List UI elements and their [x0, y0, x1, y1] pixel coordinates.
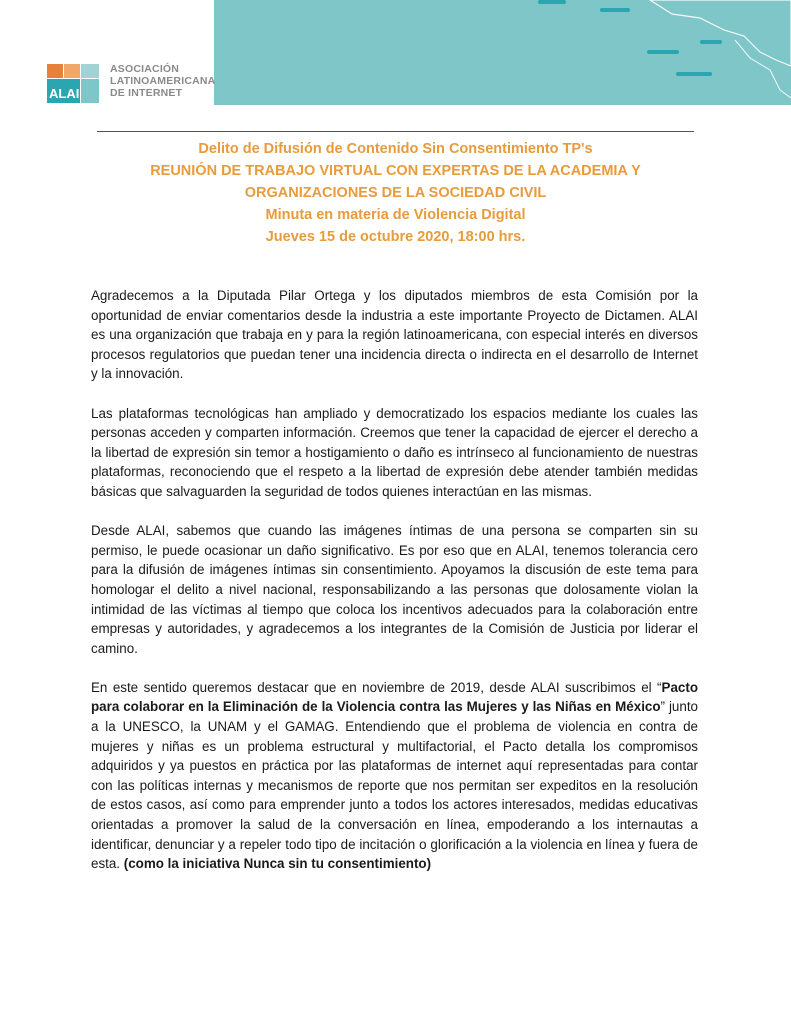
header-band — [0, 0, 791, 105]
paragraph-text: ” junto a la UNESCO, la UNAM y el GAMAG. Entendiendo que el problema de violencia en contra de mujeres y niñas es un problema estructural y multifactorial, el Pacto detalla los compromisos adquiridos y ya puestos en práctica por las plataformas de internet aquí representadas para contar con las políticas internas y mecanismos de reporte que nos permitan ser expeditos en la resolución de estos casos, así como para emprender junto a todos los actores interesados, medidas educativas orientadas a promover la salud de la conversación en línea, empoderando a los internautas a identificar, denunciar y a repeler todo tipo de incitación o glorificación a la violencia en línea y fuera de esta. — [91, 699, 698, 872]
paragraph-text: En este sentido queremos destacar que en noviembre de 2019, desde ALAI suscribimos el “ — [91, 679, 662, 695]
paragraph — [91, 678, 698, 874]
paragraph: Las plataformas tecnológicas han ampliado y democratizado los espacios mediante los cuales las personas acceden y comparten información. Creemos que tener la capacidad de ejercer el derecho a la libertad de expresión sin temor a hostigamiento o daño es intrínseco al funcionamiento de nuestras plataformas, reconociendo que el respeto a la libertad de expresión debe atender también medidas básicas que salvaguarden la seguridad de todos quienes interactúan en las mismas. — [91, 405, 698, 499]
document-subtitle: ORGANIZACIONES DE LA SOCIEDAD CIVIL — [244, 185, 547, 201]
logo-area — [0, 0, 214, 105]
alai-logo-icon — [47, 64, 101, 104]
paragraph: Agradecemos a la Diputada Pilar Ortega y los diputados miembros de esta Comisión por la oportunidad de enviar comentarios desde la industria a este importante Proyecto de Dictamen. ALAI es una organización que trabaja en y para la región latinoamericana, con especial interés en diversos procesos regulatorios que puedan tener una incidencia directa o indirecta en el desarrollo de Internet y la innovación. — [91, 288, 698, 382]
document-body — [91, 286, 698, 893]
org-name-line: LATINOAMERICANA — [110, 75, 216, 87]
org-name — [110, 63, 215, 99]
pact-name: Pacto para colaborar en la Eliminación de la Violencia contra las Mujeres y las Niñas en México — [91, 679, 698, 715]
org-name-line: DE INTERNET — [110, 87, 183, 99]
title-divider — [97, 131, 694, 132]
document-title-block — [97, 138, 694, 248]
document-title: Delito de Difusión de Contenido Sin Consentimiento TP's — [198, 141, 593, 157]
document-date: Jueves 15 de octubre 2020, 18:00 hrs. — [265, 229, 526, 245]
svg-text:ALAI: ALAI — [49, 86, 80, 101]
org-name-line: ASOCIACIÓN — [110, 63, 180, 75]
paragraph: Desde ALAI, sabemos que cuando las imágenes íntimas de una persona se comparten sin su permiso, le puede ocasionar un daño significativo. Es por eso que en ALAI, tenemos tolerancia cero para la difusión de imágenes íntimas sin consentimiento. Apoyamos la discusión de este tema para homologar el delito a nivel nacional, responsabilizando a las personas que dolosamente violan la intimidad de las víctimas al tiempo que coloca los incentivos adecuados para la colaboración entre empresas y autoridades, y agradecemos a los integrantes de la Comisión de Justicia por liderar el camino. — [91, 523, 698, 656]
initiative-note: (como la iniciativa Nunca sin tu consentimiento) — [123, 856, 432, 872]
document-subtitle: Minuta en materia de Violencia Digital — [265, 207, 526, 223]
document-subtitle: REUNIÓN DE TRABAJO VIRTUAL CON EXPERTAS DE LA ACADEMIA Y — [150, 163, 641, 179]
